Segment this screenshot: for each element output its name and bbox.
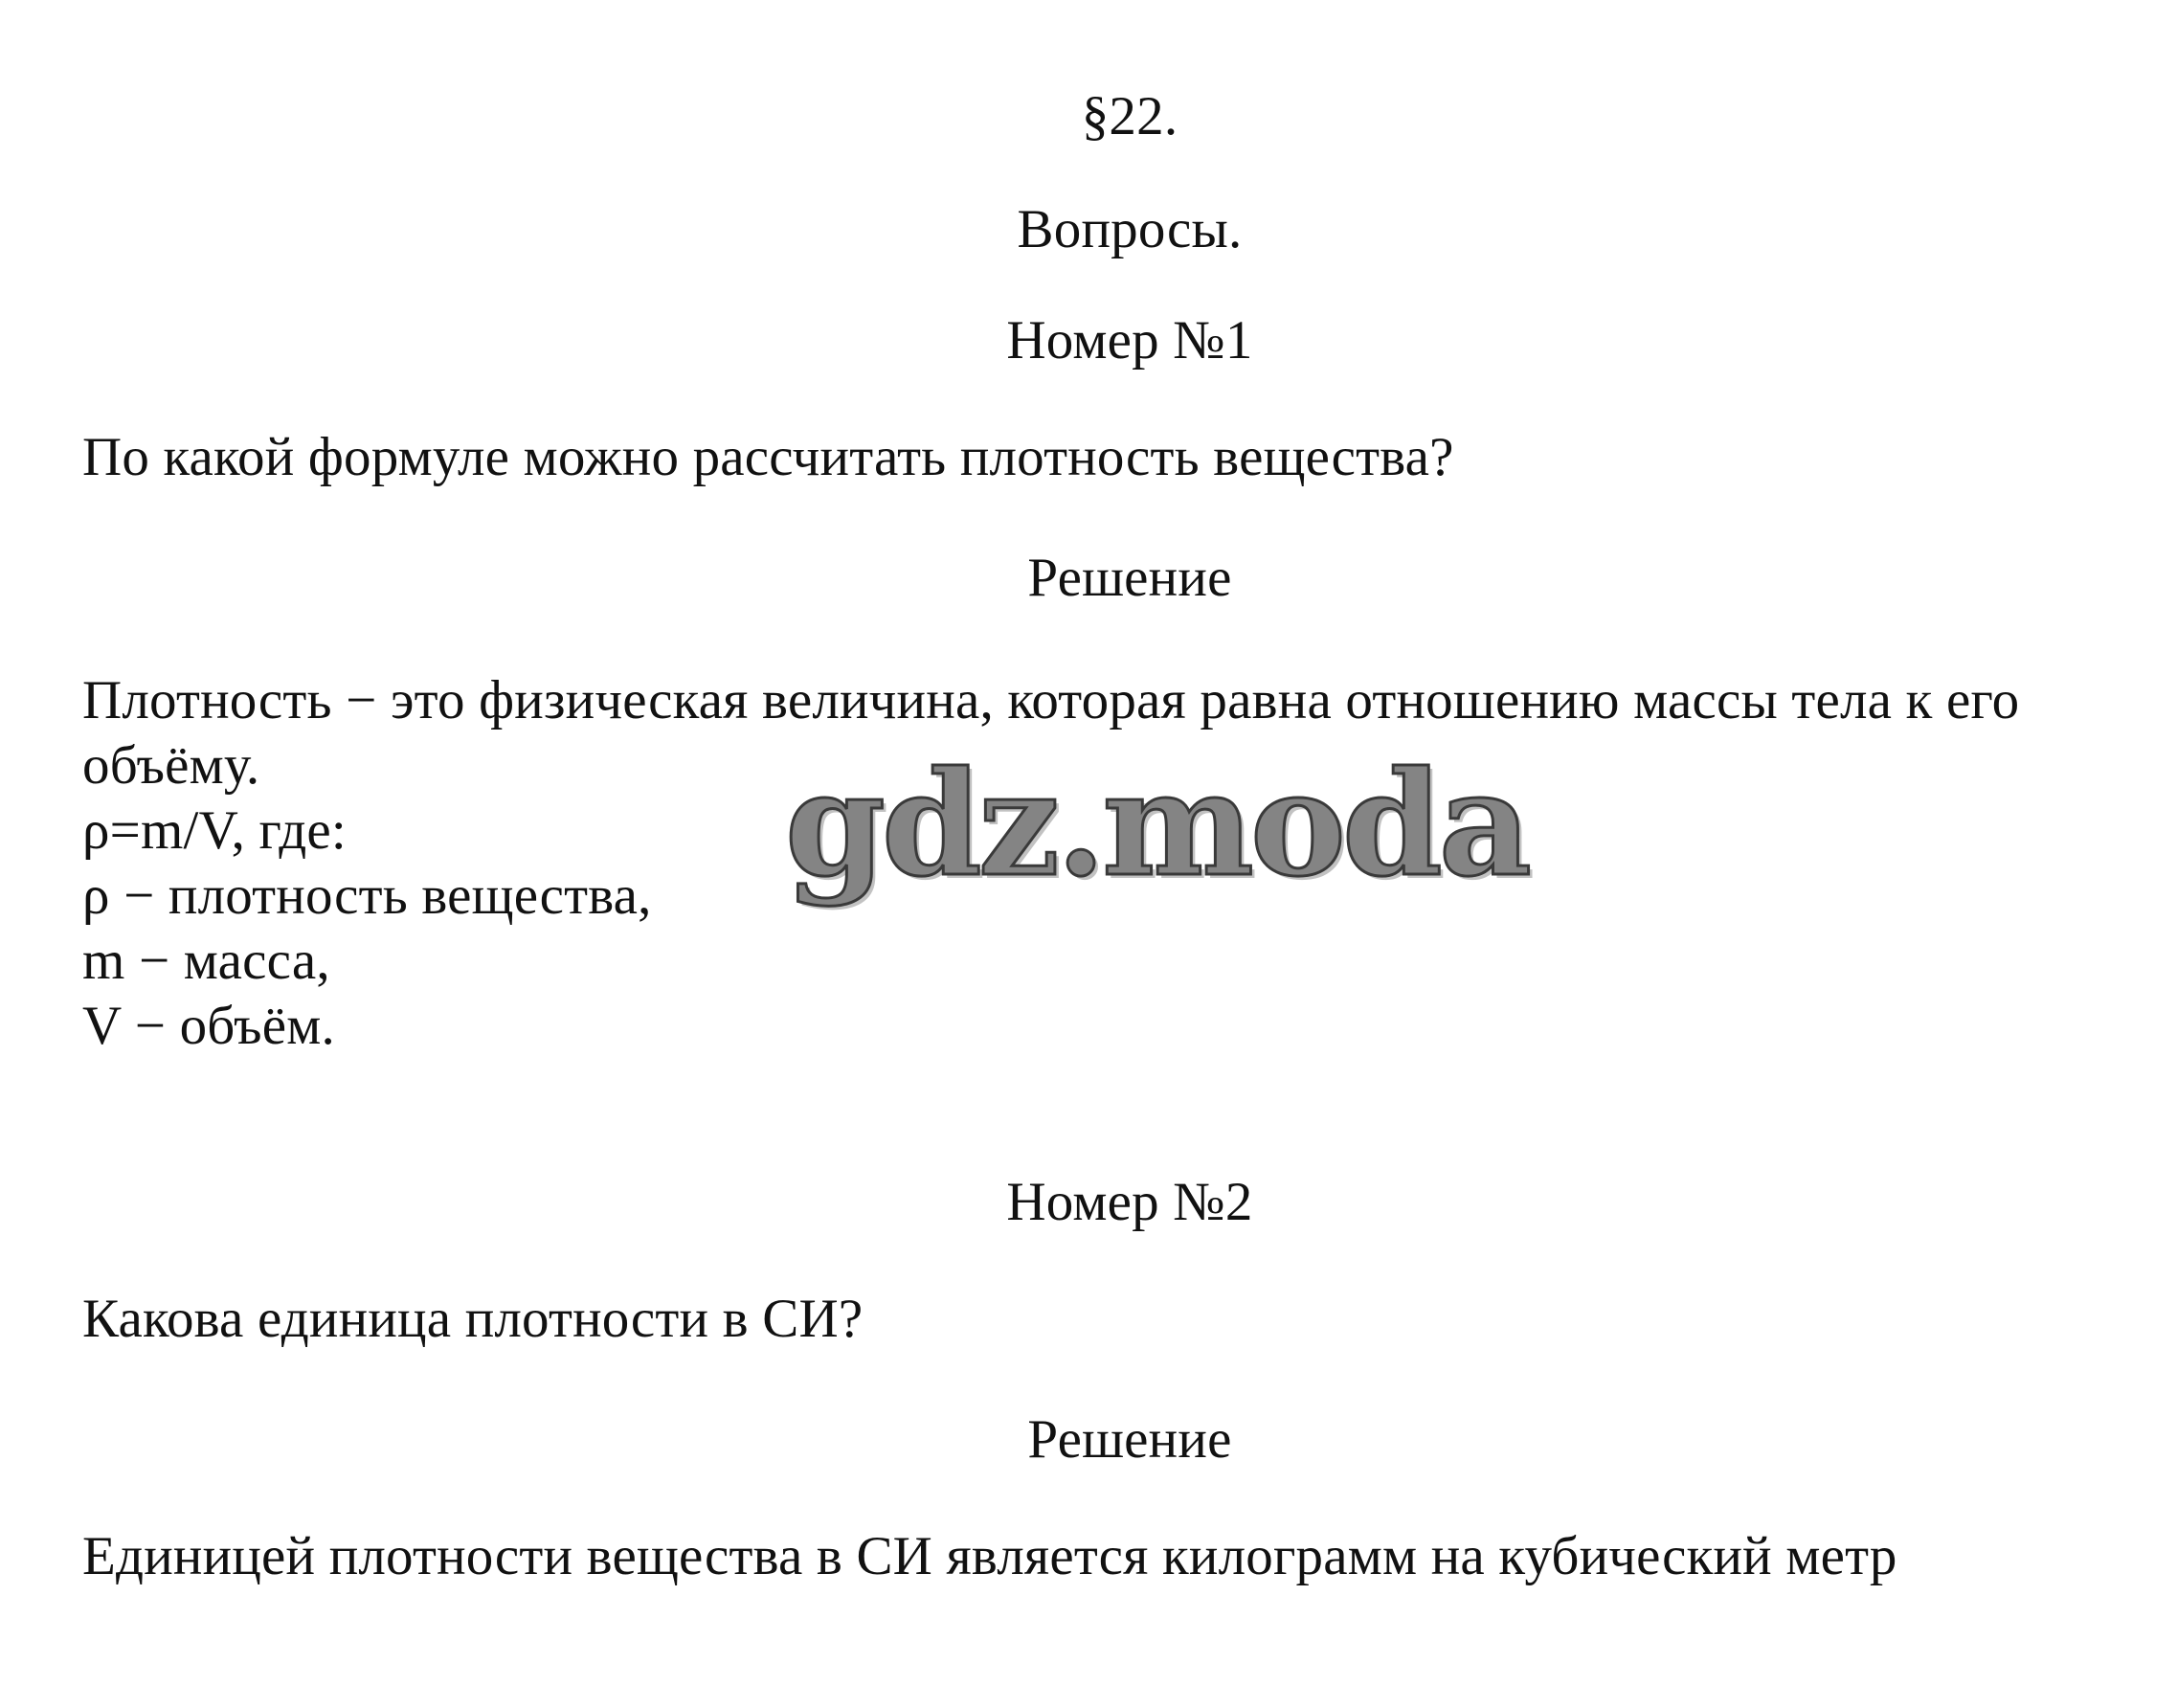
problem-1-answer-line-6: V − объём. bbox=[82, 996, 335, 1056]
problem-2-question: Какова единица плотности в СИ? bbox=[82, 1289, 864, 1349]
problem-2-number: Номер №2 bbox=[1006, 1172, 1253, 1232]
problem-2-answer-line-1: Единицей плотности вещества в СИ является килограмм на кубический метр bbox=[82, 1526, 1897, 1586]
problem-1-answer-line-3: ρ=m/V, где: bbox=[82, 800, 347, 861]
problem-1-answer-line-4: ρ − плотность вещества, bbox=[82, 865, 652, 926]
problem-1-answer-line-1: Плотность − это физическая величина, которая равна отношению массы тела к его bbox=[82, 670, 2020, 730]
problem-1-solution-label: Решение bbox=[1027, 548, 1232, 608]
questions-heading: Вопросы. bbox=[1017, 199, 1243, 259]
problem-2-solution-label: Решение bbox=[1027, 1409, 1232, 1470]
problem-1-question: По какой формуле можно рассчитать плотность вещества? bbox=[82, 427, 1454, 487]
watermark-logo: gdz.moda bbox=[785, 740, 1529, 909]
problem-1-answer-line-2: объёму. bbox=[82, 735, 260, 796]
problem-1-answer-line-5: m − масса, bbox=[82, 931, 330, 991]
section-title: §22. bbox=[1081, 86, 1178, 146]
problem-1-number: Номер №1 bbox=[1006, 310, 1253, 371]
